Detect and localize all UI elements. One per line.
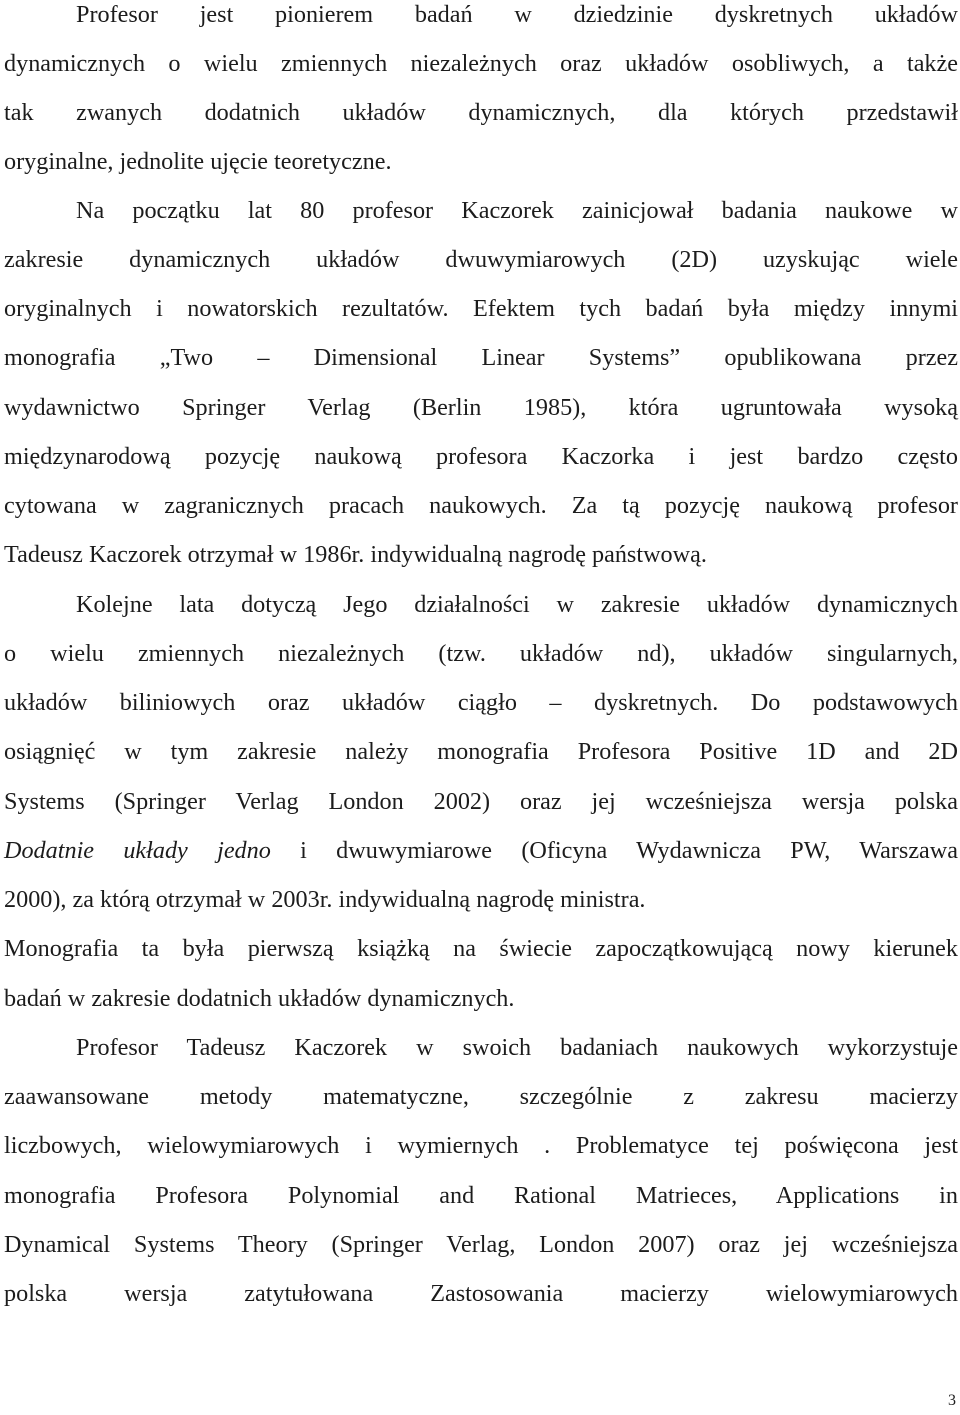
text-line: oryginalnych i nowatorskich rezultatów. Efektem tych badań była między innymi — [4, 295, 958, 322]
italic-book-title: Dodatnie układy jedno — [4, 837, 271, 864]
text-line: oryginalne, jednolite ujęcie teoretyczne. — [4, 148, 392, 175]
text-line: monografia Profesora Polynomial and Rational Matrieces, Applications in — [4, 1182, 958, 1209]
text-line: zaawansowane metody matematyczne, szczególnie z zakresu macierzy — [4, 1083, 958, 1110]
text-line: Profesor Tadeusz Kaczorek w swoich badaniach naukowych wykorzystuje — [76, 1034, 958, 1061]
text-line-mixed — [4, 836, 958, 866]
text-line: Systems (Springer Verlag London 2002) oraz jej wcześniejsza wersja polska — [4, 788, 958, 815]
text-line: polska wersja zatytułowana Zastosowania macierzy wielowymiarowych — [4, 1280, 958, 1307]
text-line: międzynarodową pozycję naukową profesora Kaczorka i jest bardzo często — [4, 443, 958, 470]
text-line: Dynamical Systems Theory (Springer Verlag, London 2007) oraz jej wcześniejsza — [4, 1231, 958, 1258]
text-line: Kolejne lata dotyczą Jego działalności w zakresie układów dynamicznych — [76, 591, 958, 618]
text-line: wydawnictwo Springer Verlag (Berlin 1985), która ugruntowała wysoką — [4, 394, 958, 421]
page-number: 3 — [948, 1392, 956, 1409]
text-line: Profesor jest pionierem badań w dziedzinie dyskretnych układów — [76, 1, 958, 28]
text-line: Tadeusz Kaczorek otrzymał w 1986r. indywidualną nagrodę państwową. — [4, 541, 707, 568]
text-line: o wielu zmiennych niezależnych (tzw. układów nd), układów singularnych, — [4, 640, 958, 667]
text-line: monografia „Two – Dimensional Linear Systems” opublikowana przez — [4, 344, 958, 371]
text-line: Monografia ta była pierwszą książką na świecie zapoczątkowującą nowy kierunek — [4, 935, 958, 962]
text-line: tak zwanych dodatnich układów dynamicznych, dla których przedstawił — [4, 99, 958, 126]
text-line: liczbowych, wielowymiarowych i wymiernych . Problematyce tej poświęcona jest — [4, 1132, 958, 1159]
text-span: i dwuwymiarowe (Oficyna Wydawnicza PW, Warszawa — [300, 837, 958, 864]
text-line: badań w zakresie dodatnich układów dynamicznych. — [4, 985, 515, 1012]
text-line: osiągnięć w tym zakresie należy monografia Profesora Positive 1D and 2D — [4, 738, 958, 765]
text-line: dynamicznych o wielu zmiennych niezależnych oraz układów osobliwych, a także — [4, 50, 958, 77]
text-line: układów biliniowych oraz układów ciągło – dyskretnych. Do podstawowych — [4, 689, 958, 716]
text-line: zakresie dynamicznych układów dwuwymiarowych (2D) uzyskując wiele — [4, 246, 958, 273]
text-line: 2000), za którą otrzymał w 2003r. indywidualną nagrodę ministra. — [4, 886, 646, 913]
text-line: cytowana w zagranicznych pracach naukowych. Za tą pozycję naukową profesor — [4, 492, 958, 519]
text-line: Na początku lat 80 profesor Kaczorek zainicjował badania naukowe w — [76, 197, 958, 224]
